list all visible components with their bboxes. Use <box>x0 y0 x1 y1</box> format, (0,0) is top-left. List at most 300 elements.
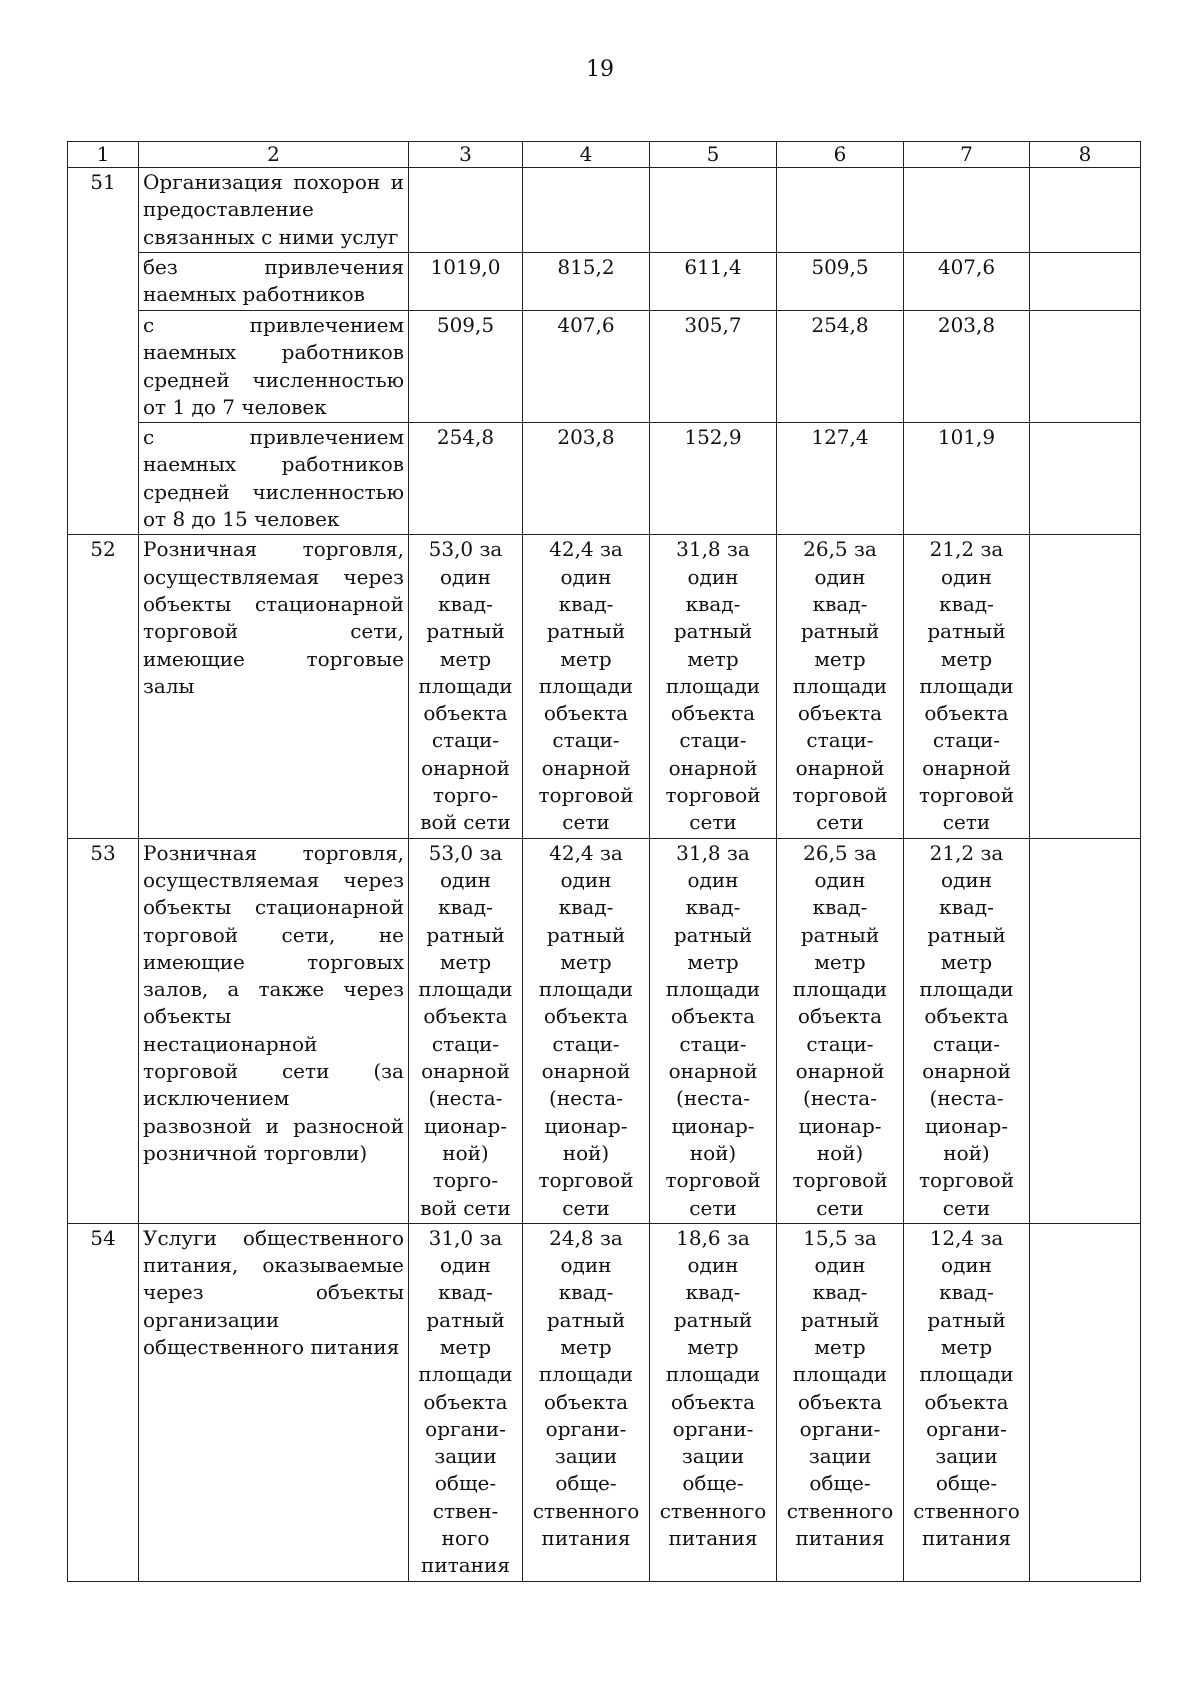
value-line: ратный <box>426 922 505 947</box>
column-header: 1 <box>68 142 139 168</box>
value-line: квад- <box>812 591 868 616</box>
value-line: ной) <box>442 1140 489 1165</box>
value-line: ной) <box>689 1140 737 1165</box>
row-description <box>139 1223 409 1581</box>
value-line: онарной <box>795 1059 885 1084</box>
description-word: объекты <box>143 591 232 616</box>
value-line: объекта <box>423 1004 508 1029</box>
value-line: объекта <box>797 1004 883 1029</box>
value-line: торговой <box>538 1168 634 1193</box>
value-line: стаци- <box>932 1031 1001 1056</box>
empty-cell <box>1030 311 1141 423</box>
value-cell <box>777 838 904 1223</box>
value-line: квад- <box>939 895 994 920</box>
value-line: онарной <box>541 1059 631 1084</box>
value-cell: 509,5 <box>777 253 904 311</box>
value-cell <box>650 1223 777 1581</box>
value-line: один <box>439 867 491 892</box>
description-word: торговой <box>143 619 239 644</box>
value-line: онарной <box>922 1059 1011 1084</box>
value-line: квад- <box>685 895 741 920</box>
value-line: 53,0 за <box>428 537 503 562</box>
value-line: ратный <box>673 619 753 644</box>
description-line: от 1 до 7 человек <box>143 394 327 419</box>
description-word: привлечением <box>249 425 404 450</box>
column-header: 3 <box>409 142 523 168</box>
table-row <box>68 311 1141 423</box>
row-description <box>139 311 409 423</box>
value-line: питания <box>922 1526 1011 1551</box>
value-line: зации <box>434 1444 497 1469</box>
value-line: обще- <box>935 1471 998 1496</box>
description-word: численностью <box>252 367 404 392</box>
value-line: сети <box>562 1195 610 1220</box>
value-line: метр <box>687 1334 739 1359</box>
description-word: не <box>378 922 404 947</box>
description-line <box>143 424 404 451</box>
value-line: метр <box>814 646 866 671</box>
value-cell: 611,4 <box>650 253 777 311</box>
value-line: 26,5 за <box>803 537 877 562</box>
value-cell <box>523 168 650 253</box>
value-cell <box>904 838 1030 1223</box>
value-line: 31,0 за <box>428 1225 503 1250</box>
header-row <box>68 142 1141 168</box>
value-line: ратный <box>546 922 626 947</box>
description-line: нестационарной <box>143 1031 318 1056</box>
description-word: наемных <box>143 452 237 477</box>
value-line: площади <box>919 1362 1014 1387</box>
value-line: площади <box>919 977 1014 1002</box>
value-line: квад- <box>558 895 614 920</box>
value-line: площади <box>418 977 513 1002</box>
value-line: 31,8 за <box>676 537 750 562</box>
value-line: метр <box>687 646 739 671</box>
description-line: общественного питания <box>143 1334 400 1359</box>
description-word: через <box>343 564 404 589</box>
value-line: квад- <box>438 591 493 616</box>
value-line: питания <box>795 1526 885 1551</box>
description-line <box>143 922 404 949</box>
value-line: один <box>560 564 612 589</box>
description-line: наемных работников <box>143 282 365 307</box>
value-line: ционар- <box>798 1113 882 1138</box>
value-line: (неста- <box>676 1086 750 1111</box>
table-row <box>68 423 1141 535</box>
value-line: стаци- <box>552 728 620 753</box>
value-line: стаци- <box>806 1031 874 1056</box>
description-line: предоставление <box>143 197 314 222</box>
value-line: один <box>687 1253 739 1278</box>
value-cell: 407,6 <box>904 253 1030 311</box>
description-word: сети, <box>281 922 336 947</box>
value-cell <box>409 168 523 253</box>
description-word: торговля, <box>302 840 404 865</box>
description-line <box>143 312 404 339</box>
value-line: вой сети <box>420 810 511 835</box>
value-line: органи- <box>672 1416 754 1441</box>
value-line: один <box>940 867 992 892</box>
value-line: сети <box>942 1195 991 1220</box>
value-line: метр <box>940 646 993 671</box>
description-word: торговой <box>143 922 239 947</box>
value-line: объекта <box>670 701 756 726</box>
value-cell: 1019,0 <box>409 253 523 311</box>
column-header: 8 <box>1030 142 1141 168</box>
value-line: торговой <box>665 1168 761 1193</box>
value-line: онарной <box>668 1059 758 1084</box>
value-line: объекта <box>423 1389 508 1414</box>
value-line: квад- <box>438 895 493 920</box>
value-line: ратный <box>546 619 626 644</box>
description-line <box>143 1252 404 1279</box>
value-line: 21,2 за <box>929 537 1004 562</box>
empty-cell <box>1030 838 1141 1223</box>
description-word: и <box>390 170 404 194</box>
description-line: исключением <box>143 1086 290 1111</box>
description-word: торговых <box>307 949 404 974</box>
value-line: метр <box>940 1334 993 1359</box>
value-line: ственного <box>913 1498 1020 1523</box>
value-line: торго- <box>432 783 499 808</box>
value-cell <box>523 1223 650 1581</box>
value-line: торговой <box>792 1168 888 1193</box>
description-word: средней <box>143 367 230 392</box>
description-word: оказываемые <box>262 1253 404 1278</box>
value-line: объекта <box>670 1389 756 1414</box>
value-line: ционар- <box>671 1113 755 1138</box>
description-word: наемных <box>143 340 237 365</box>
value-line: органи- <box>926 1416 1007 1441</box>
value-cell <box>904 168 1030 253</box>
value-line: сети <box>689 1195 737 1220</box>
value-line: обще- <box>555 1471 617 1496</box>
value-line: объекта <box>924 701 1009 726</box>
table-row <box>68 838 1141 1223</box>
value-line: площади <box>792 1362 888 1387</box>
value-line: ционар- <box>423 1113 508 1138</box>
value-line: площади <box>792 673 888 698</box>
value-line: метр <box>560 949 612 974</box>
value-line: метр <box>439 949 492 974</box>
value-line: один <box>687 867 739 892</box>
value-line: ратный <box>927 619 1006 644</box>
value-line: 42,4 за <box>549 537 623 562</box>
description-line <box>143 1279 404 1306</box>
value-line: торговой <box>538 783 634 808</box>
value-line: (неста- <box>803 1086 877 1111</box>
value-line: сети <box>816 1195 864 1220</box>
value-line: метр <box>560 646 612 671</box>
value-cell: 152,9 <box>650 423 777 535</box>
description-line <box>143 479 404 506</box>
description-line <box>143 1113 404 1140</box>
description-line <box>143 254 404 281</box>
description-word: похорон <box>293 170 381 194</box>
value-line: площади <box>919 673 1014 698</box>
description-word: Организация <box>143 170 283 194</box>
value-line: квад- <box>812 1280 868 1305</box>
row-number: 52 <box>68 535 139 838</box>
empty-cell <box>1030 423 1141 535</box>
value-cell <box>650 535 777 838</box>
value-line: один <box>814 867 866 892</box>
description-line <box>143 646 404 673</box>
value-line: квад- <box>685 1280 741 1305</box>
row-number: 53 <box>68 838 139 1223</box>
value-cell <box>777 1223 904 1581</box>
table-body <box>68 168 1141 1582</box>
value-cell: 101,9 <box>904 423 1030 535</box>
description-word: объекты <box>315 1280 404 1305</box>
empty-cell <box>1030 1223 1141 1581</box>
value-line: ратный <box>800 1307 880 1332</box>
value-line: стаци- <box>431 728 500 753</box>
description-word: торговой <box>143 1059 239 1084</box>
value-line: один <box>687 564 739 589</box>
value-cell: 203,8 <box>523 423 650 535</box>
value-line: онарной <box>541 755 631 780</box>
value-cell <box>409 535 523 838</box>
description-word: с <box>143 313 155 337</box>
value-line: онарной <box>421 755 510 780</box>
value-line: ционар- <box>544 1113 628 1138</box>
value-line: питания <box>421 1553 510 1578</box>
value-line: площади <box>418 1362 513 1387</box>
description-word: сети, <box>350 619 404 644</box>
value-cell: 254,8 <box>409 423 523 535</box>
description-word: имеющие <box>143 949 245 974</box>
value-line: объекта <box>797 701 883 726</box>
value-line: объекта <box>543 1389 629 1414</box>
value-line: квад- <box>558 591 614 616</box>
value-line: площади <box>792 977 888 1002</box>
value-cell: 407,6 <box>523 311 650 423</box>
description-line <box>143 1058 404 1085</box>
value-line: сети <box>562 810 610 835</box>
description-word: работников <box>281 452 404 477</box>
description-word: осуществляемая <box>143 564 320 589</box>
value-line: ного <box>441 1526 490 1551</box>
description-line <box>143 169 404 196</box>
row-description <box>139 423 409 535</box>
value-line: квад- <box>438 1280 493 1305</box>
value-line: объекта <box>924 1004 1009 1029</box>
value-line: стаци- <box>679 728 747 753</box>
value-line: один <box>439 564 491 589</box>
description-word: привлечения <box>264 255 404 279</box>
description-word: привлечением <box>249 313 404 337</box>
row-number: 51 <box>68 168 139 535</box>
description-word: разносной <box>293 1113 404 1138</box>
value-line: торговой <box>792 783 888 808</box>
value-line: стаци- <box>679 1031 747 1056</box>
value-cell <box>523 535 650 838</box>
value-line: объекта <box>543 701 629 726</box>
value-line: питания <box>668 1526 758 1551</box>
value-line: вой сети <box>420 1195 511 1220</box>
value-line: 31,8 за <box>676 840 750 865</box>
description-line: связанных с ними услуг <box>143 224 399 249</box>
value-line: ной) <box>816 1140 864 1165</box>
value-line: ратный <box>426 619 505 644</box>
value-line: торго- <box>432 1168 499 1193</box>
value-line: ственного <box>532 1498 640 1523</box>
value-line: метр <box>814 949 866 974</box>
value-cell <box>904 535 1030 838</box>
description-word: общественного <box>242 1225 404 1250</box>
row-description <box>139 253 409 311</box>
value-line: 18,6 за <box>676 1225 750 1250</box>
value-cell <box>409 838 523 1223</box>
value-line: метр <box>814 1334 866 1359</box>
column-header: 4 <box>523 142 650 168</box>
value-line: торговой <box>665 783 761 808</box>
value-line: метр <box>439 646 492 671</box>
empty-cell <box>1030 168 1141 253</box>
value-line: онарной <box>922 755 1011 780</box>
row-description <box>139 168 409 253</box>
value-line: ной) <box>562 1140 610 1165</box>
value-cell <box>777 168 904 253</box>
description-word: с <box>143 425 155 450</box>
value-line: объекта <box>543 1004 629 1029</box>
value-line: метр <box>940 949 993 974</box>
value-line: 15,5 за <box>803 1225 877 1250</box>
table-row <box>68 1223 1141 1581</box>
description-word: залов, <box>143 977 209 1002</box>
description-line <box>143 618 404 645</box>
value-cell: 254,8 <box>777 311 904 423</box>
value-cell <box>409 1223 523 1581</box>
value-line: один <box>560 1253 612 1278</box>
value-line: квад- <box>812 895 868 920</box>
description-word: торговля, <box>302 537 404 562</box>
value-line: метр <box>439 1334 492 1359</box>
value-line: квад- <box>939 1280 994 1305</box>
value-line: органи- <box>799 1416 881 1441</box>
value-line: ственного <box>659 1498 767 1523</box>
description-line <box>143 840 404 867</box>
value-line: (неста- <box>428 1086 503 1111</box>
description-word: Розничная <box>143 840 258 865</box>
value-line: онарной <box>668 755 758 780</box>
value-line: площади <box>418 673 513 698</box>
value-line: площади <box>538 977 634 1002</box>
value-line: ратный <box>673 1307 753 1332</box>
value-line: стаци- <box>806 728 874 753</box>
tariff-table <box>67 141 1141 1582</box>
description-word: без <box>143 255 178 279</box>
row-description <box>139 535 409 838</box>
value-line: сети <box>942 810 991 835</box>
value-line: 24,8 за <box>549 1225 623 1250</box>
value-line: квад- <box>685 591 741 616</box>
value-line: квад- <box>939 591 994 616</box>
value-line: онарной <box>421 1059 510 1084</box>
description-word: Услуги <box>143 1225 217 1250</box>
column-header: 5 <box>650 142 777 168</box>
value-line: ратный <box>546 1307 626 1332</box>
column-header: 6 <box>777 142 904 168</box>
description-line <box>143 339 404 366</box>
empty-cell <box>1030 535 1141 838</box>
value-line: один <box>439 1253 491 1278</box>
description-word: развозной <box>143 1113 252 1138</box>
value-line: онарной <box>795 755 885 780</box>
value-line: стаци- <box>431 1031 500 1056</box>
value-line: обще- <box>682 1471 744 1496</box>
value-line: один <box>560 867 612 892</box>
value-line: питания <box>541 1526 631 1551</box>
description-word: сети <box>281 1059 330 1084</box>
value-line: ствен- <box>432 1498 499 1523</box>
description-word: средней <box>143 479 230 504</box>
value-line: ратный <box>927 1307 1006 1332</box>
description-line <box>143 949 404 976</box>
value-line: объекта <box>924 1389 1009 1414</box>
value-line: ратный <box>800 619 880 644</box>
description-word: стационарной <box>254 591 404 616</box>
description-word: питания, <box>143 1253 239 1278</box>
description-word: Розничная <box>143 537 258 562</box>
value-cell <box>904 1223 1030 1581</box>
value-line: (неста- <box>549 1086 623 1111</box>
description-line <box>143 976 404 1003</box>
description-word: (за <box>373 1059 404 1084</box>
description-word: осуществляемая <box>143 867 320 892</box>
value-line: площади <box>665 1362 761 1387</box>
value-line: квад- <box>558 1280 614 1305</box>
value-line: объекта <box>797 1389 883 1414</box>
value-line: один <box>940 564 992 589</box>
value-line: сети <box>689 810 737 835</box>
description-word: а <box>227 977 240 1002</box>
description-word: стационарной <box>254 895 404 920</box>
value-line: (неста- <box>929 1086 1004 1111</box>
value-line: площади <box>665 977 761 1002</box>
description-line <box>143 591 404 618</box>
value-line: зации <box>935 1444 998 1469</box>
value-line: ной) <box>943 1140 990 1165</box>
value-line: сети <box>816 810 864 835</box>
value-line: один <box>814 1253 866 1278</box>
row-number: 54 <box>68 1223 139 1581</box>
description-line <box>143 867 404 894</box>
value-cell: 203,8 <box>904 311 1030 423</box>
value-line: метр <box>687 949 739 974</box>
value-line: обще- <box>434 1471 497 1496</box>
description-line <box>143 564 404 591</box>
description-word: также <box>258 977 325 1002</box>
value-line: 42,4 за <box>549 840 623 865</box>
value-cell: 509,5 <box>409 311 523 423</box>
value-cell <box>650 838 777 1223</box>
description-word: имеющие <box>143 646 245 671</box>
description-word: торговые <box>306 646 404 671</box>
value-line: площади <box>538 673 634 698</box>
row-description <box>139 838 409 1223</box>
value-line: зации <box>681 1444 745 1469</box>
table-row <box>68 535 1141 838</box>
description-line <box>143 451 404 478</box>
description-line <box>143 367 404 394</box>
value-line: ционар- <box>924 1113 1009 1138</box>
description-word: объекты <box>143 895 232 920</box>
empty-cell <box>1030 253 1141 311</box>
value-line: 53,0 за <box>428 840 503 865</box>
description-line <box>143 1225 404 1252</box>
